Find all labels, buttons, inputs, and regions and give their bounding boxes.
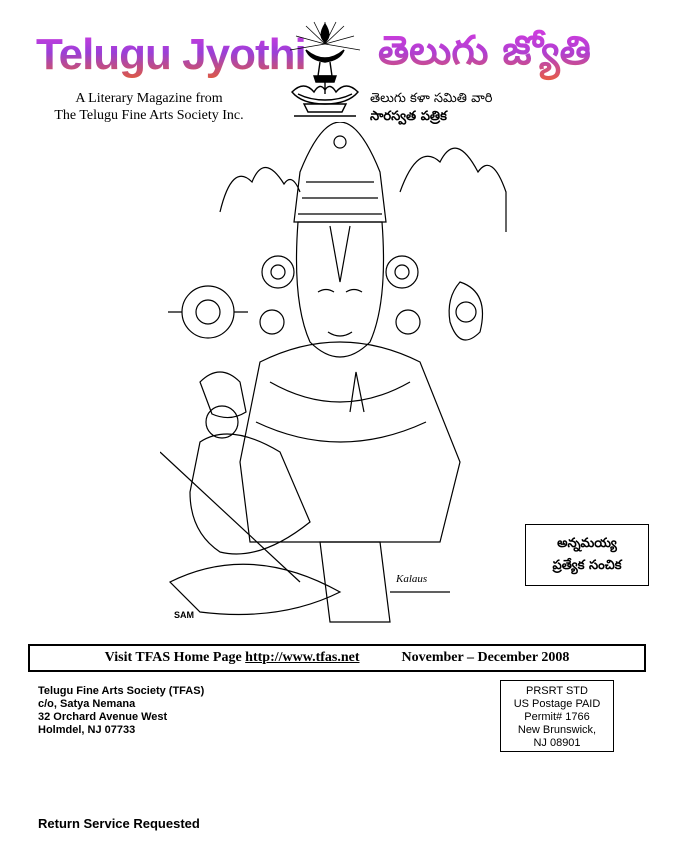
postage-line-3: Permit# 1766 [524,711,590,723]
special-issue-line-1: అన్నమయ్య [557,536,617,551]
cover-illustration [160,122,516,628]
issue-date: November – December 2008 [401,650,570,665]
artist-signature: Kalaus [396,573,428,585]
return-service-requested: Return Service Requested [38,816,200,831]
telugu-subtitle-line-1: తెలుగు కళా సమితి వారి [370,91,493,106]
website-link[interactable]: http://www.tfas.net [245,650,360,665]
visit-text: Visit TFAS Home Page [104,650,242,665]
postage-line-4: New Brunswick, [517,724,597,736]
postage-line-1: PRSRT STD [526,685,588,697]
postage-line-5: NJ 08901 [533,737,581,749]
postage-permit-box [500,680,614,752]
return-address [38,685,204,737]
telugu-subtitle-line-2: సారస్వత పత్రిక [370,109,447,124]
oil-lamp-logo-icon [284,20,366,120]
address-line-3: 32 Orchard Avenue West [38,711,168,723]
subtitle-line-2: The Telugu Fine Arts Society Inc. [54,108,244,123]
website-bar [28,644,646,672]
special-issue-line-2: ప్రత్యేక సంచిక [552,558,622,573]
magazine-title-telugu: తెలుగు జ్యోతి [378,28,591,84]
special-issue-box [525,524,649,586]
artist-initials: SAM [174,610,194,620]
address-line-4: Holmdel, NJ 07733 [38,724,136,736]
magazine-title-english: Telugu Jyothi [36,30,306,79]
address-line-2: c/o, Satya Nemana [38,698,136,710]
subtitle-line-1: A Literary Magazine from [75,91,223,106]
postage-line-2: US Postage PAID [513,698,601,710]
address-line-1: Telugu Fine Arts Society (TFAS) [38,685,205,697]
